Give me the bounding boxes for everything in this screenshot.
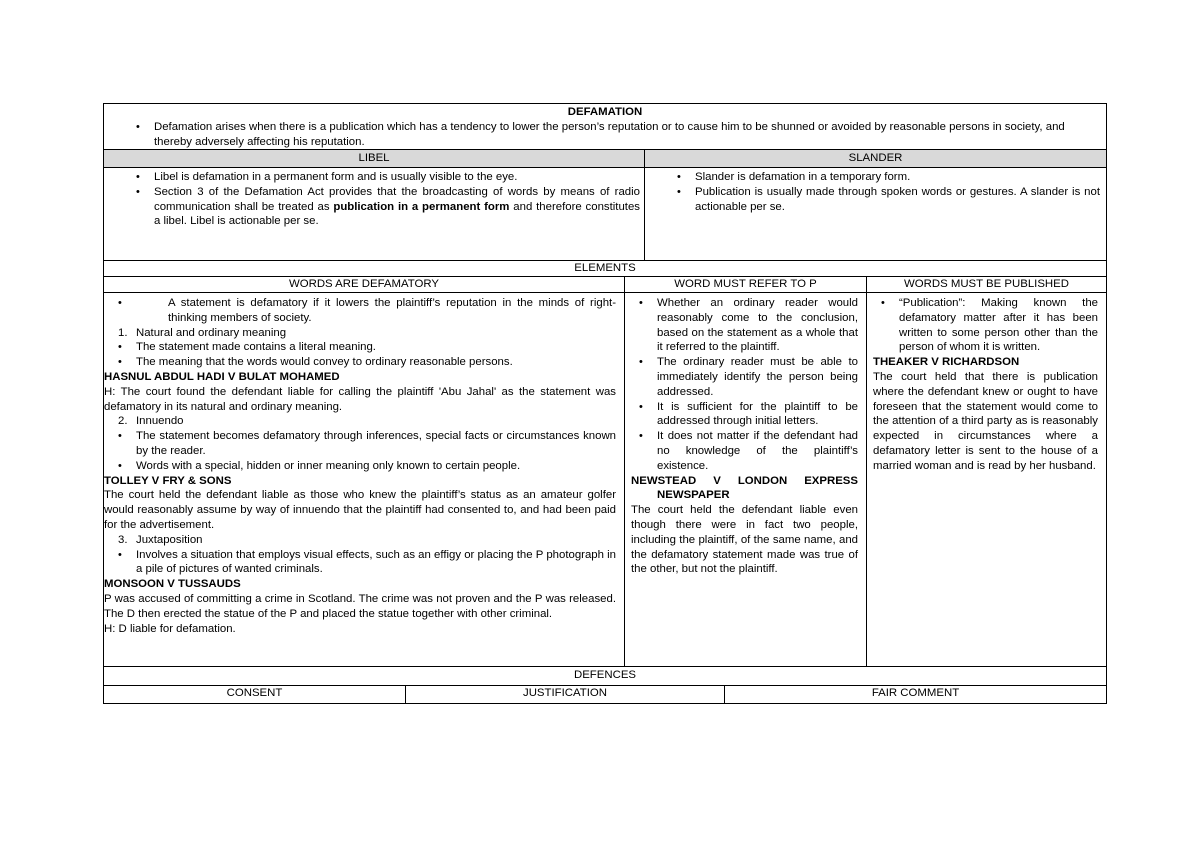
refer-to-p-content: [625, 293, 867, 666]
case-newstead-text: The court held the defendant liable even though there were in fact two people, including the plaintiff, of the same name, and the defamatory statement made was true of the other, but not the plaintiff.: [631, 504, 858, 576]
case-theaker-text: The court held that there is publication where the defendant knew or ought to have foreseen that the statement would come to the attention of a third party as is reasonably expected in circumstances where a defamatory letter is sent to the house of a married woman and is read by her husband.: [873, 370, 1098, 472]
defence-fair-comment: FAIR COMMENT: [871, 687, 960, 699]
case-newstead: NEWSTEAD V LONDON EXPRESS NEWSPAPER: [631, 474, 858, 502]
defamation-table: [103, 103, 1107, 704]
refer-bullet-3: • It is sufficient for the plaintiff to be addressed through initial letters.: [631, 400, 858, 430]
title-block: [103, 103, 1107, 149]
slander-content: [645, 168, 1106, 260]
libel-bullet-2: • Section 3 of the Defamation Act provides that the broadcasting of words by means of radio communication shall be treated as publication in a permanent form and therefore constitutes a libel. Libel is actionable per se.: [128, 185, 640, 229]
case-monsoon-text: P was accused of committing a crime in Scotland. The crime was not proven and the P was released. The D then erected the statue of the P and placed the statue together with other criminal.: [104, 592, 616, 620]
defence-consent: CONSENT: [104, 686, 406, 703]
libel-bold-term: publication in a permanent form: [333, 200, 510, 213]
defences-header: DEFENCES: [103, 667, 1107, 686]
libel-header: LIBEL: [104, 150, 645, 167]
case-hasnul: HASNUL ABDUL HADI V BULAT MOHAMED: [104, 370, 340, 383]
refer-bullet-2: • The ordinary reader must be able to immediately identify the person being addressed.: [631, 355, 858, 399]
natural-bullet-2: • The meaning that the words would convey to ordinary reasonable persons.: [110, 355, 616, 370]
table-title: DEFAMATION: [567, 106, 643, 118]
defences-columns: [103, 686, 1107, 704]
elements-header: ELEMENTS: [103, 261, 1107, 277]
innuendo: 2. Innuendo: [118, 415, 184, 428]
intro-bullet: • Defamation arises when there is a publication which has a tendency to lower the person’s reputation or to cause him to be shunned or avoided by reasonable persons in society, and thereby adversely affecting his reputation.: [128, 120, 1100, 150]
case-tolley-text: The court held the defendant liable as those who knew the plaintiff’s status as an amateur golfer would reasonably assume by way of innuendo that the plaintiff had consented to, and had been paid for the advertisement.: [104, 489, 616, 531]
defence-justification: JUSTIFICATION: [406, 686, 725, 703]
case-monsoon-holding: H: D liable for defamation.: [104, 622, 236, 635]
natural-bullet-1: • The statement made contains a literal meaning.: [110, 340, 616, 355]
libel-slander-header: [103, 149, 1107, 168]
intro-list: [104, 120, 1106, 150]
words-defamatory-header: WORDS ARE DEFAMATORY: [104, 277, 625, 292]
published-bullet-1: • “Publication”: Making known the defamatory matter after it has been written to some person other than the person of whom it is written.: [873, 296, 1098, 355]
case-hasnul-holding: H: The court found the defendant liable for calling the plaintiff 'Abu Jahal' as the statement was defamatory in its natural and ordinary meaning.: [104, 385, 616, 413]
slander-header: SLANDER: [645, 150, 1106, 167]
published-content: [867, 293, 1106, 666]
refer-bullet-4: • It does not matter if the defendant had no knowledge of the plaintiff’s existence.: [631, 429, 858, 473]
slander-bullet-2: • Publication is usually made through spoken words or gestures. A slander is not actionable per se.: [669, 185, 1100, 215]
juxtaposition: 3. Juxtaposition: [118, 533, 203, 546]
published-header: WORDS MUST BE PUBLISHED: [904, 278, 1069, 290]
case-monsoon: MONSOON V TUSSAUDS: [104, 578, 241, 591]
refer-bullet-1: • Whether an ordinary reader would reasonably come to the conclusion, based on the statement as a whole that it referred to the plaintiff.: [631, 296, 858, 355]
defamatory-intro: • A statement is defamatory if it lowers the plaintiff’s reputation in the minds of right-thinking members of society.: [110, 296, 616, 326]
natural-meaning: 1. Natural and ordinary meaning: [118, 326, 287, 339]
elements-body: [103, 293, 1107, 667]
libel-content: [104, 168, 645, 260]
innuendo-bullet-1: • The statement becomes defamatory through inferences, special facts or circumstances known by the reader.: [110, 429, 616, 459]
libel-slander-body: [103, 168, 1107, 261]
libel-bullet-1: • Libel is defamation in a permanent form and is usually visible to the eye.: [128, 170, 640, 185]
case-theaker: THEAKER V RICHARDSON: [873, 356, 1020, 369]
juxtaposition-bullet-1: • Involves a situation that employs visual effects, such as an effigy or placing the P photograph in a pile of pictures of wanted criminals.: [110, 548, 616, 578]
innuendo-bullet-2: • Words with a special, hidden or inner meaning only known to certain people.: [110, 459, 616, 474]
case-tolley: TOLLEY V FRY & SONS: [104, 474, 232, 487]
slander-bullet-1: • Slander is defamation in a temporary form.: [669, 170, 1100, 185]
refer-to-p-header: WORD MUST REFER TO P: [625, 277, 867, 292]
elements-column-headers: [103, 277, 1107, 293]
words-defamatory-content: [104, 293, 625, 666]
